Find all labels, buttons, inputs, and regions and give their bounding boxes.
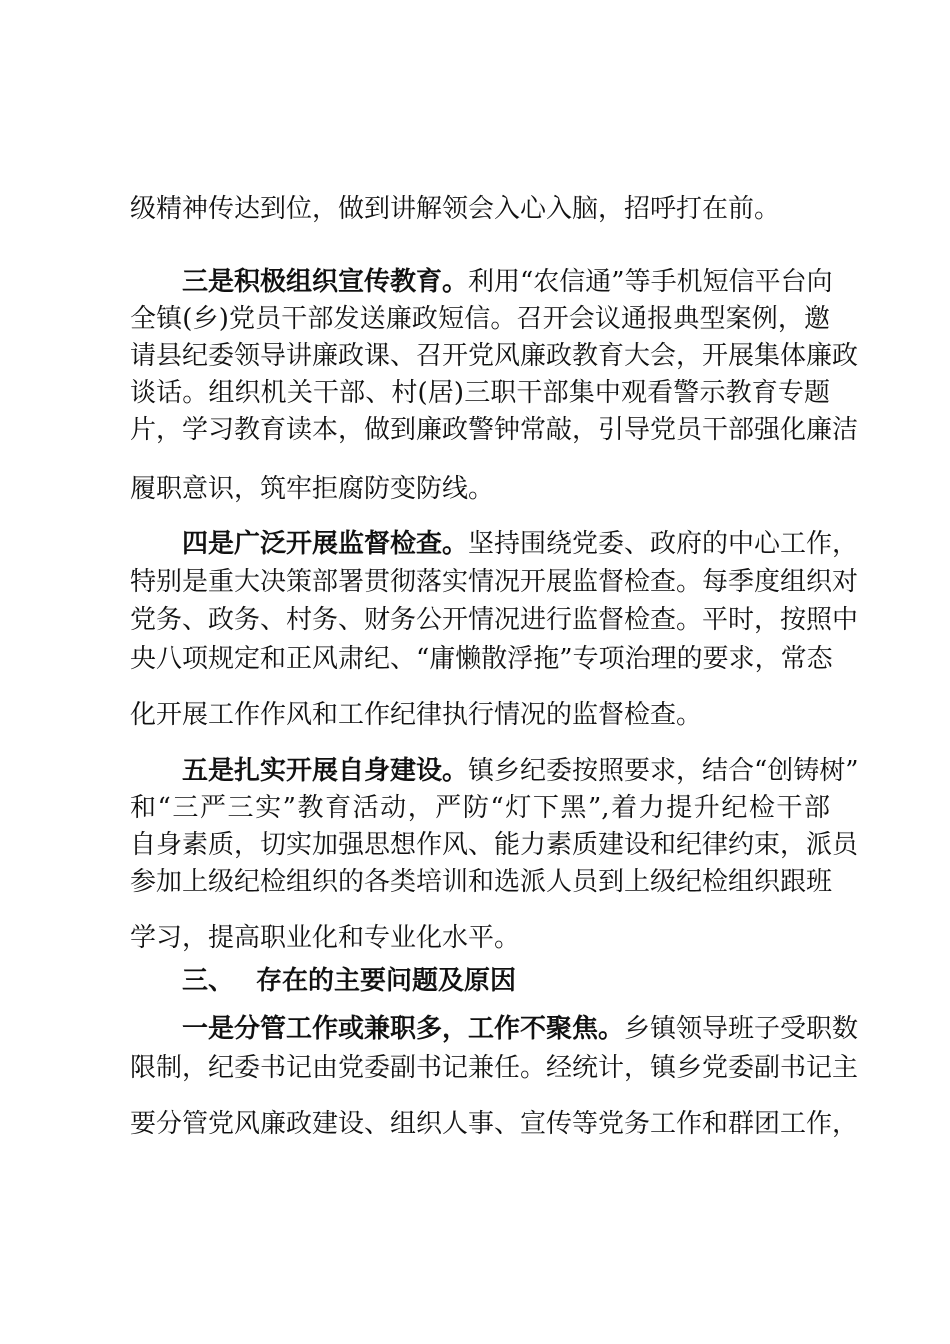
paragraph-text: 坚持围绕党委、政府的中心工作， <box>468 529 859 559</box>
paragraph-first-line <box>130 1012 859 1046</box>
paragraph-lead: 四是广泛开展监督检查。 <box>182 529 469 559</box>
paragraph-line: 限制，纪委书记由党委副书记兼任。经统计，镇乡党委副书记主 <box>130 1053 859 1083</box>
paragraph-text: 镇乡纪委按照要求，结合“创铸树” <box>468 756 859 786</box>
paragraph-first-line <box>130 527 859 561</box>
paragraph-line: 履职意识，筑牢拒腐防变防线。 <box>130 474 495 504</box>
paragraph-line: 学习，提高职业化和专业化水平。 <box>130 923 521 953</box>
section-number: 三、 <box>182 966 235 996</box>
paragraph-first-line <box>130 265 833 299</box>
paragraph-line: 化开展工作作风和工作纪律执行情况的监督检查。 <box>130 700 703 730</box>
paragraph-line: 全镇(乡)党员干部发送廉政短信。召开会议通报典型案例，邀 <box>130 304 830 334</box>
paragraph-line: 谈话。组织机关干部、村(居)三职干部集中观看警示教育专题 <box>130 378 830 408</box>
paragraph-line: 特别是重大决策部署贯彻落实情况开展监督检查。每季度组织对 <box>130 567 859 597</box>
paragraph-lead: 三是积极组织宣传教育。 <box>182 267 469 297</box>
section-title: 存在的主要问题及原因 <box>256 966 517 996</box>
paragraph-line: 自身素质，切实加强思想作风、能力素质建设和纪律约束，派员 <box>130 830 859 860</box>
paragraph-line: 片，学习教育读本，做到廉政警钟常敲，引导党员干部强化廉洁 <box>130 415 859 445</box>
paragraph-line: 和“三严三实”教育活动，严防“灯下黑”,着力提升纪检干部 <box>130 793 830 823</box>
paragraph-first-line <box>130 754 859 788</box>
paragraph-line: 央八项规定和正风肃纪、“庸懒散浮拖”专项治理的要求，常态 <box>130 644 833 674</box>
paragraph-lead: 一是分管工作或兼职多，工作不聚焦。 <box>182 1014 625 1044</box>
paragraph-text: 乡镇领导班子受职数 <box>624 1014 859 1044</box>
paragraph-line: 党务、政务、村务、财务公开情况进行监督检查。平时，按照中 <box>130 605 859 635</box>
section-heading <box>130 964 830 998</box>
paragraph-text: 利用“农信通”等手机短信平台向 <box>468 267 833 297</box>
paragraph-lead: 五是扎实开展自身建设。 <box>182 756 469 786</box>
paragraph-line: 参加上级纪检组织的各类培训和选派人员到上级纪检组织跟班 <box>130 867 833 897</box>
paragraph-line: 级精神传达到位，做到讲解领会入心入脑，招呼打在前。 <box>130 194 781 224</box>
paragraph-line: 请县纪委领导讲廉政课、召开党风廉政教育大会，开展集体廉政 <box>130 341 859 371</box>
paragraph-line: 要分管党风廉政建设、组织人事、宣传等党务工作和群团工作， <box>130 1109 859 1139</box>
